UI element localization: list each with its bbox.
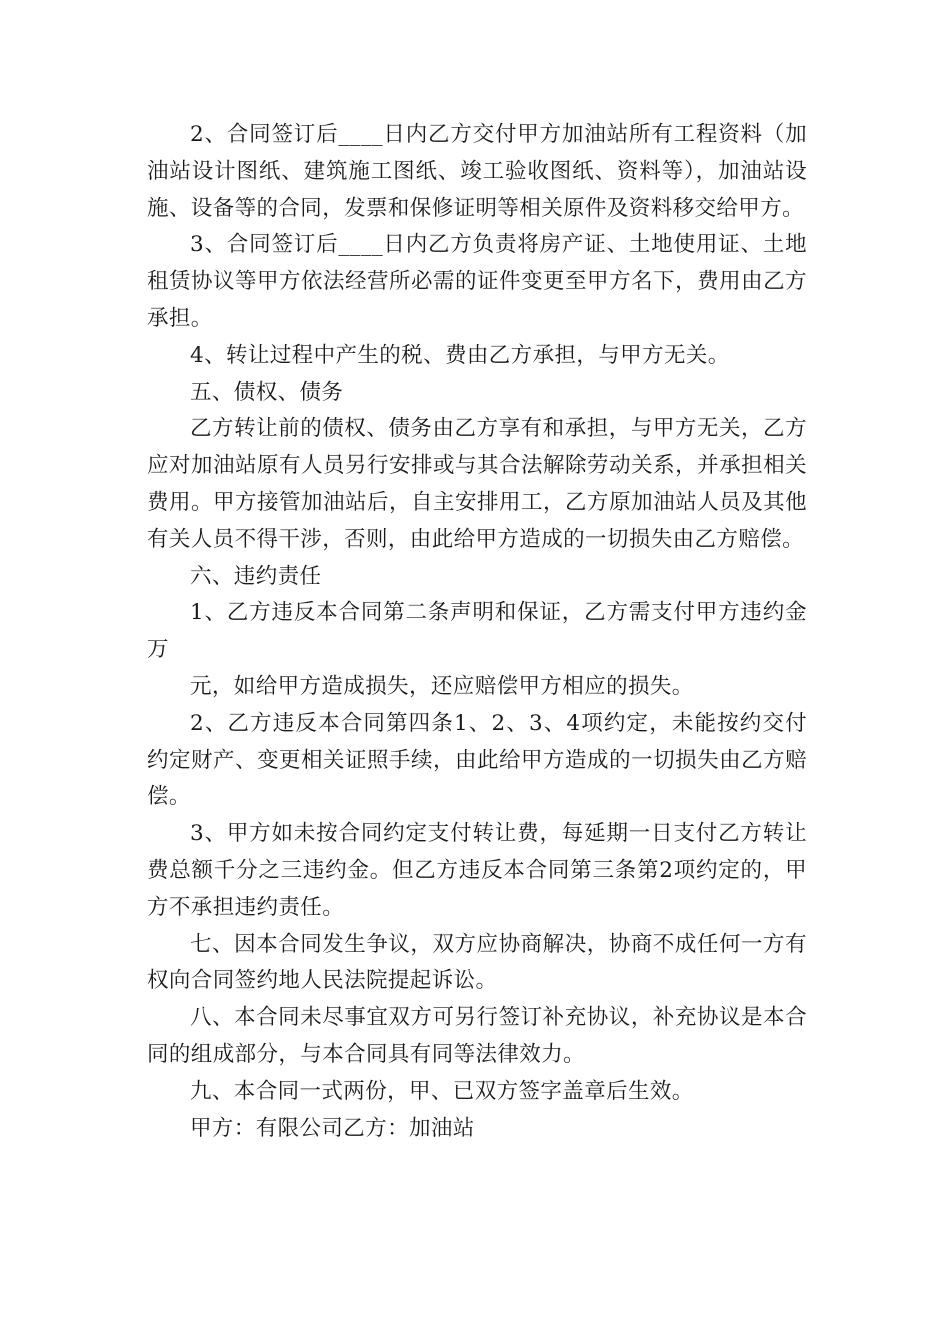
section-heading-liability: 六、违约责任 [190,563,322,589]
document-body [147,117,807,1147]
section-dispute-resolution: 七、因本合同发生争议，双方应协商解决，协商不成任何一方有权向合同签约地人民法院提起诉讼。 [147,931,807,994]
clause-2-transfer-records: 2、合同签订后____日内乙方交付甲方加油站所有工程资料（加油站设计图纸、建筑施工图纸、竣工验收图纸、资料等），加油站设施、设备等的合同，发票和保修证明等相关原件及资料移交给甲方。 [147,122,807,221]
clause-3-certificate-change: 3、合同签订后____日内乙方负责将房产证、土地使用证、土地租赁协议等甲方依法经营所必需的证件变更至甲方名下，费用由乙方承担。 [147,232,807,331]
liability-clause-2: 2、乙方违反本合同第四条1、2、3、4项约定，未能按约交付约定财产、变更相关证照手续，由此给甲方造成的一切损失由乙方赔偿。 [147,710,807,810]
liability-clause-1-continued: 元，如给甲方造成损失，还应赔偿甲方相应的损失。 [190,673,694,699]
signature-line: 甲方：有限公司乙方：加油站 [190,1115,475,1141]
section-heading-creditor-debts: 五、债权、债务 [190,379,344,405]
section-supplementary-agreement: 八、本合同未尽事宜双方可另行签订补充协议，补充协议是本合同的组成部分，与本合同具有同等法律效力。 [147,1005,807,1067]
paragraph-creditor-debts: 乙方转让前的债权、债务由乙方享有和承担，与甲方无关，乙方应对加油站原有人员另行安排或与其合法解除劳动关系，并承担相关费用。甲方接管加油站后，自主安排用工，乙方原加油站人员及其他有关人员不得干涉，否则，由此给甲方造成的一切损失由乙方赔偿。 [147,416,807,552]
liability-clause-1: 1、乙方违反本合同第二条声明和保证，乙方需支付甲方违约金万 [147,600,807,663]
section-copies-effectiveness: 九、本合同一式两份，甲、已双方签字盖章后生效。 [190,1078,694,1104]
liability-clause-3: 3、甲方如未按合同约定支付转让费，每延期一日支付乙方转让费总额千分之三违约金。但乙方违反本合同第三条第2项约定的，甲方不承担违约责任。 [147,821,807,920]
clause-4-taxes-fees: 4、转让过程中产生的税、费由乙方承担，与甲方无关。 [190,342,730,368]
